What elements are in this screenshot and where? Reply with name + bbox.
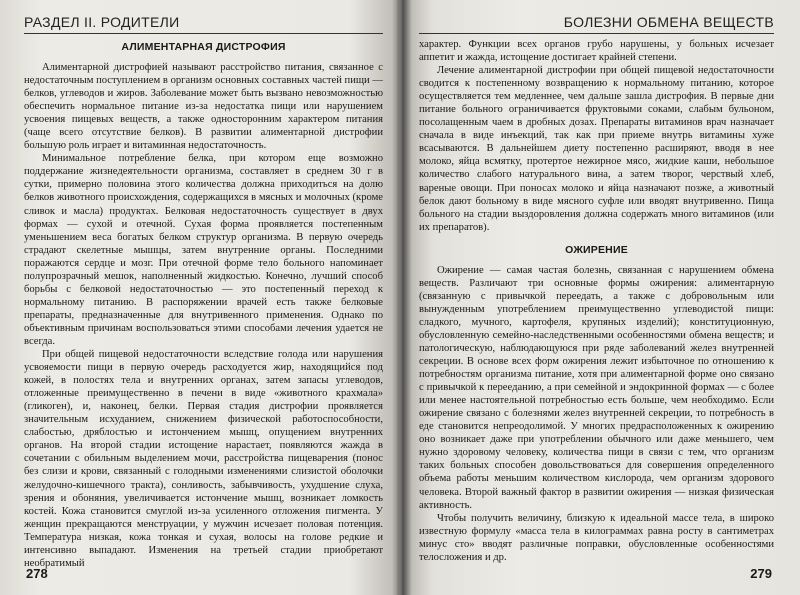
continued-paragraph: характер. Функции всех органов грубо нарушены, у больных исчезает аппетит и жажда, истощение достигает крайней степени.	[419, 39, 774, 64]
paragraph: Алиментарной дистрофией называют расстройство питания, связанное с недостаточным поступлением в организм основных составных частей пищи — белков, углеводов и жиров. Заболевание может быть вызвано невозможностью обеспечить нормальное питание из-за недостатка пищи или нарушением усвоения пищевых веществ, а также односторонним характером питания (чаще всего отсутствие белков). В развитии алиментарной дистрофии большую роль играет и витаминная недостаточность.	[24, 62, 383, 152]
left-page	[0, 0, 397, 595]
section-title-obesity: ОЖИРЕНИЕ	[565, 243, 628, 256]
paragraph: Чтобы получить величину, близкую к идеальной массе тела, в широко известную формулу «масса тела в килограммах равна росту в сантиметрах минус сто» вводят различные поправки, обусловленные особенностями телосложения и др.	[419, 512, 774, 563]
paragraph: Минимальное потребление белка, при котором еще возможно поддержание жизнедеятельности организма, составляет в среднем 30 г в сутки, примерно половина этого количества должна приходиться на долю белков животного происхождения, содержащихся в мясных и молочных (кроме сливок и масла) продуктах. Белковая недостаточность существует в двух формах — сухой и отечной. Сухая форма проявляется постепенным уменьшением веса богатых белком структур организма. В первую очередь страдают скелетные мышцы, затем внутренние органы. Последними поражаются сердце и мозг. При отечной форме тело больного напоминает полупрозрачный мешок, наполненный жидкостью. Конечно, лучший способ борьбы с белковой недостаточностью — это постепенный переход к нормальному питанию. В распоряжении врачей есть также белковые препараты, предназначенные для внутривенного применения. Однако по объективным причинам воспользоваться этими способами лечения удается не всегда.	[24, 153, 383, 347]
running-header-right: БОЛЕЗНИ ОБМЕНА ВЕЩЕСТВ	[419, 14, 774, 34]
right-page	[397, 0, 800, 595]
page-number-right: 279	[750, 566, 772, 581]
paragraph: Лечение алиментарной дистрофии при общей пищевой недостаточности сводится к постепенному возвращению к нормальному питанию, которое осуществляется тем медленнее, чем дальше зашла дистрофия. В первые дни питание больного ограничивается фруктовыми соками, слабым бульоном, посолащенным чаем в дробных дозах. Препараты витаминов врач назначает сначала в виде инъекций, так как при приеме внутрь витамины хуже всасываются. В дальнейшем диету постепенно расширяют, вводя в нее молоко, яйца всмятку, протертое нежирное мясо, жидкие каши, небольшое количество слабого натурального вина, а затем творог, черствый хлеб, вареные овощи. При поносах молоко и яйца назначают позже, а животный белок дают больному в виде мясного суфле или вводят внутривенно. Пища больного на стадии выздоровления должна содержать много витаминов (или их препаратов).	[419, 65, 774, 233]
page-number-left: 278	[26, 566, 48, 581]
paragraph: При общей пищевой недостаточности вследствие голода или нарушения усвояемости пищи в первую очередь расходуется жир, находящийся под кожей, в полостях тела и внутренних органах, затем запасы углеводов, отложенные преимущественно в печени в виде «животного крахмала» (гликоген), и, наконец, белки. Первая стадия дистрофии проявляется значительным исхуданием, снижением физической работоспособности, слабостью, дряблостью и истончением мышц, опущением внутренних органов. На второй стадии истощение нарастает, появляются жажда в сочетании с обильным выделением мочи, расстройства пищеварения (понос без слизи и крови, связанный с голодными изменениями слизистой оболочки желудочно-кишечного тракта), сонливость, забывчивость, ухудшение слуха, зрения и обоняния, увеличивается истончение мышц, возникает ломкость костей. Кожа становится смуглой из-за усиленного отложения пигмента. У женщин прекращаются менструации, у мужчин исчезает половая потенция. Температура низкая, кожа тонкая и сухая, волосы на голове редкие и интенсивно выпадают. Изменения на третьей стадии приобретают необратимый	[24, 349, 383, 569]
running-header-left: РАЗДЕЛ II. РОДИТЕЛИ	[24, 14, 383, 34]
section-title-alimentary-dystrophy: АЛИМЕНТАРНАЯ ДИСТРОФИЯ	[121, 41, 286, 53]
paragraph: Ожирение — самая частая болезнь, связанная с нарушением обмена веществ. Различают три основные формы ожирения: алиментарную (связанную с привычкой переедать, а также с добровольным или вынужденным употреблением преимущественно углеводистой пищи: сладкого, мучного, картофеля, крупяных изделий); конституционную, обусловленную семейно-наследственными особенностями обмена веществ; и патологическую, наблюдающуюся при ряде заболеваний желез внутренней секреции. В основе всех форм ожирения лежит избыточное по отношению к потребностям организма питание, хотя при алиментарной форме оно связано с привычкой к перееданию, а при семейной и эндокринной формах — с более или менее настоятельной потребностью есть больше, чем необходимо. Если ожирение связано с болезнями желез внутренней секреции, то потребность в еде становится непреодолимой. У многих предрасположенных к ожирению оно возникает даже при употреблении обычного или даже меньшего, чем нужно здоровому человеку, количества пищи в связи с тем, что организм таких больных способен довольствоваться для совершения определенного объема работы меньшим количеством кислорода, чем организм здорового человека. Второй важный фактор в развитии ожирения — низкая физическая активность.	[419, 264, 774, 511]
